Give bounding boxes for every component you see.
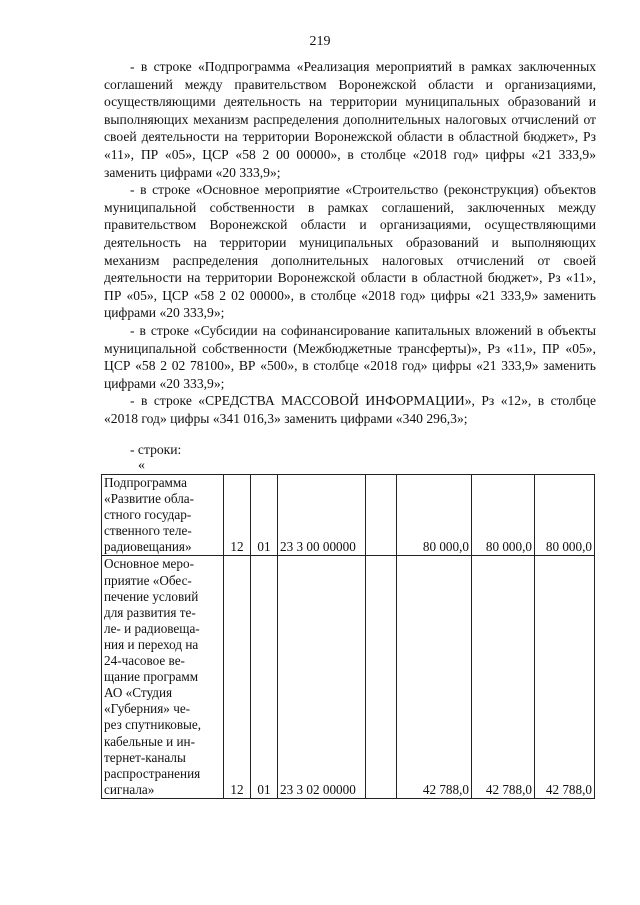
- row-name-line: ле- и радиовеща-: [104, 620, 200, 636]
- year-2019-cell: 42 788,0: [472, 556, 535, 798]
- paragraph: - в строке «Подпрограмма «Реализация мероприятий в рамках заключенных соглашений между правительством Воронежской области и организациями, осуществляющими деятельность на территории муниципальных образований и выполняющих механизм распределения дополнительных налоговых отчислений от своей деятельности на территории Воронежской области в областной бюджет», Рз «11», ПР «05», ЦСР «58 2 00 00000», в столбце «2018 год» цифры «21 333,9» заменить цифрами «20 333,9»;: [104, 59, 596, 180]
- year-2020-cell: 80 000,0: [535, 475, 595, 556]
- paragraph: - в строке «СРЕДСТВА МАССОВОЙ ИНФОРМАЦИИ», Рз «12», в столбце «2018 год» цифры «341 016,3» заменить цифрами «340 296,3»;: [104, 393, 596, 426]
- row-name-line: стного государ-: [104, 507, 192, 523]
- opening-quote: «: [138, 458, 145, 473]
- budget-table: [101, 474, 595, 799]
- row-name-cell: [102, 475, 224, 556]
- row-name-line: рез спутниковые,: [104, 717, 202, 733]
- csr-cell: 23 3 02 00000: [278, 556, 366, 798]
- year-2020-cell: 42 788,0: [535, 556, 595, 798]
- rz-cell: 12: [224, 475, 251, 556]
- year-2018-cell: 80 000,0: [397, 475, 472, 556]
- row-name-line: «Развитие обла-: [104, 491, 195, 507]
- row-name-line: щание программ: [104, 669, 199, 685]
- year-2018-cell: 42 788,0: [397, 556, 472, 798]
- row-name-line: для развития те-: [104, 604, 196, 620]
- row-name-line: «Губерния» че-: [104, 701, 191, 717]
- row-name-line: кабельные и ин-: [104, 733, 195, 749]
- pr-cell: 01: [251, 475, 278, 556]
- paragraph: - в строке «Основное мероприятие «Строительство (реконструкция) объектов муниципальной собственности в рамках соглашений, заключенных между правительством Воронежской области и организациями, осуществляющими деятельность на территории муниципальных образований и выполняющих механизм распределения дополнительных налоговых отчислений от своей деятельности на территории Воронежской области в областной бюджет», Рз «11», ПР «05», ЦСР «58 2 02 00000», в столбце «2018 год» цифры «21 333,9» заменить цифрами «20 333,9»;: [104, 182, 596, 321]
- row-name-line: ственного теле-: [104, 523, 192, 539]
- year-2019-cell: 80 000,0: [472, 475, 535, 556]
- page-number: 219: [309, 34, 331, 49]
- row-name-line: печение условий: [104, 588, 199, 604]
- row-name-line: ния и переход на: [104, 636, 199, 652]
- row-name-line: Подпрограмма: [104, 475, 188, 490]
- row-name-line: тернет-каналы: [104, 749, 186, 765]
- amendment-text: [104, 58, 596, 427]
- csr-cell: 23 3 00 00000: [278, 475, 366, 556]
- row-name-line: 24-часовое ве-: [104, 653, 185, 669]
- vr-cell: [366, 556, 397, 798]
- vr-cell: [366, 475, 397, 556]
- row-name-line: сигнала»: [104, 781, 155, 797]
- row-name-cell: [102, 556, 224, 798]
- row-name-line: АО «Студия: [104, 685, 173, 701]
- row-name-line: распространения: [104, 765, 201, 781]
- table-row: [102, 556, 595, 798]
- row-name-line: приятие «Обес-: [104, 572, 192, 588]
- lines-label: - строки:: [130, 442, 182, 457]
- rz-cell: 12: [224, 556, 251, 798]
- paragraph: - в строке «Субсидии на софинансирование капитальных вложений в объекты муниципальной собственности (Межбюджетные трансферты)», Рз «11», ПР «05», ЦСР «58 2 02 78100», ВР «500», в столбце «2018 год» цифры «21 333,9» заменить цифрами «20 333,9»;: [104, 322, 596, 391]
- row-name-line: радиовещания»: [104, 539, 192, 555]
- pr-cell: 01: [251, 556, 278, 798]
- table-row: [102, 475, 595, 556]
- row-name-line: Основное меро-: [104, 556, 194, 572]
